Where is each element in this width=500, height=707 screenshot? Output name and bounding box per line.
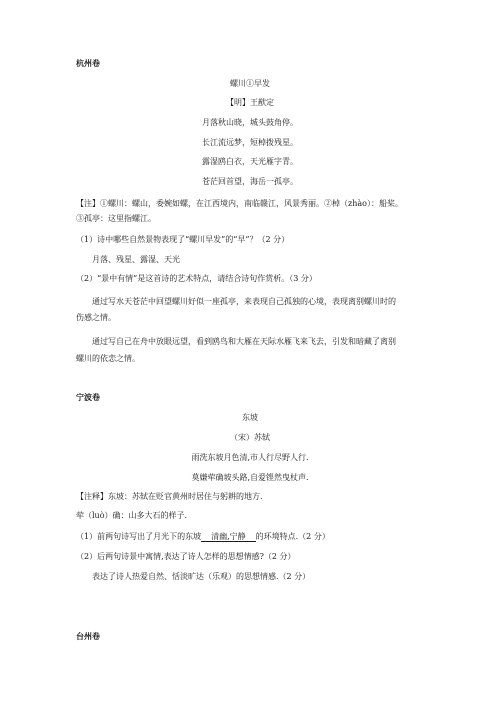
question-1-text: （1）前两句诗写出了月光下的东坡 [76, 532, 202, 541]
annotation-note: 【注】①螺川：螺山，委婉如螺，在江西境内，南临赣江，风景秀丽。②棹（zhào）：船桨。 [76, 199, 403, 208]
poem-title: 螺川①早发 [230, 79, 270, 88]
poem-line: 露湿鸥白衣，天光雁字青。 [202, 157, 298, 166]
answer-blank: 清幽,宁静 [201, 532, 256, 542]
annotation-note: ③孤亭：这里指螺江。 [76, 214, 156, 223]
answer-2: 伤感之情。 [76, 313, 116, 322]
answer-1: 月落、残星、露湿、天光 [92, 255, 180, 264]
poem-author: （宋）苏轼 [230, 433, 270, 442]
answer-2: 通过写水天苍茫中回望螺川好似一座孤亭，来表现自己孤独的心境，表现离别螺川时的 [92, 297, 396, 306]
question-1-text: 的环境特点.（2 分） [255, 532, 330, 541]
section-heading-ningbo: 宁波卷 [76, 392, 100, 402]
answer-2: 表达了诗人热爱自然、恬淡旷达（乐观）的思想情感.（2 分） [92, 572, 311, 581]
poem-author: 【明】王猷定 [226, 98, 274, 107]
poem-line: 长江流远梦，短棹拨残星。 [202, 138, 298, 147]
poem-line: 月落秋山晓，城头鼓角停。 [202, 118, 298, 127]
question-1 [76, 531, 330, 542]
poem-line: 莫嫌荦确坡头路,自爱铿然曳杖声. [191, 473, 309, 482]
answer-3: 螺川的依恋之情。 [76, 354, 140, 363]
annotation-note: 荦（luò）确：山多大石的样子. [76, 511, 188, 520]
question-2: （2）“景中有情”是这首诗的艺术特点，请结合诗句作赏析。（3 分） [76, 274, 317, 283]
poem-title: 东坡 [242, 413, 258, 422]
poem-line: 雨洗东坡月色清,市人行尽野人行. [191, 453, 309, 462]
answer-3: 通过写自己在舟中放眼远望，看到鸥鸟和大雁在天际水雁飞来飞去，引发和暗藏了离别 [92, 337, 396, 346]
section-heading-hangzhou: 杭州卷 [76, 58, 100, 68]
section-heading-taizhou: 台州卷 [76, 631, 100, 641]
poem-line: 苍茫回首望，海岳一孤亭。 [202, 177, 298, 186]
question-2: （2）后两句诗景中寓情,表达了诗人怎样的思想情感?（2 分） [76, 552, 296, 561]
question-1: （1）诗中哪些自然景物表现了“螺川早发”的“早”？（2 分） [76, 235, 290, 244]
annotation-note: 【注释】东坡：苏轼在贬官黄州时居住与躬耕的地方. [76, 492, 263, 501]
